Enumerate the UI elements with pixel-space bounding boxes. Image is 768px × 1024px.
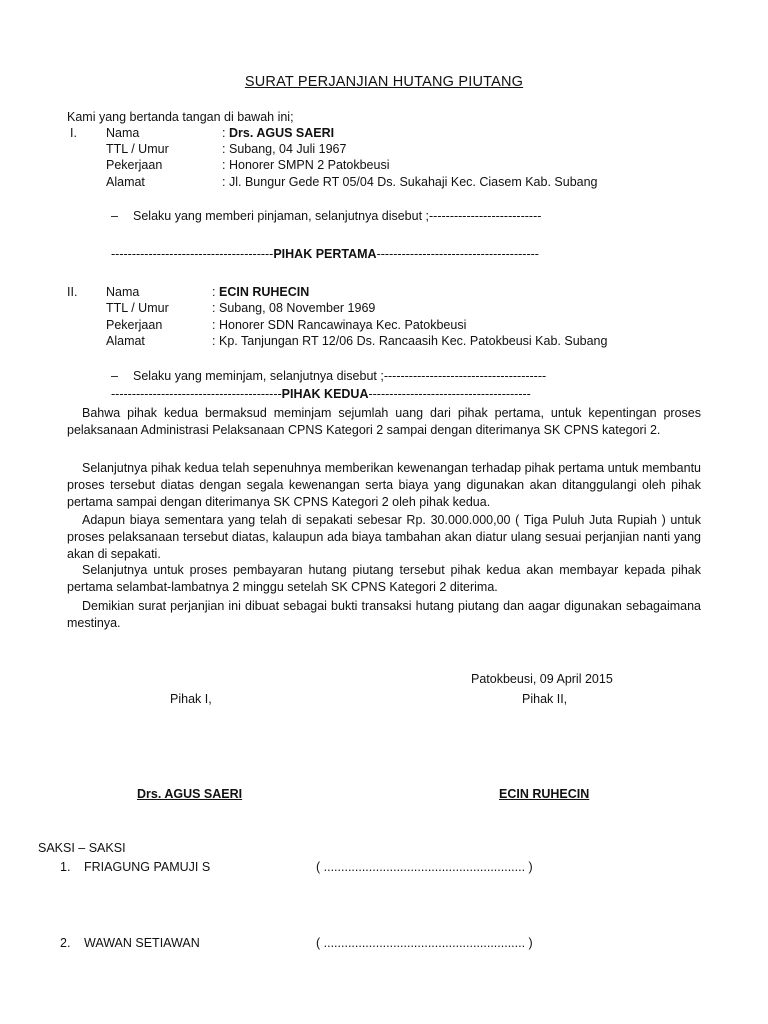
party2-role-text: Selaku yang meminjam, selanjutnya disebut ;---------------------------------------	[133, 369, 547, 383]
party1-ttl-label: TTL / Umur	[106, 142, 169, 156]
paragraph-1	[67, 405, 701, 439]
party1-ttl-value: Subang, 04 Juli 1967	[229, 142, 347, 156]
party1-bullet-dash: –	[111, 209, 118, 223]
party1-name-colon: :	[222, 126, 226, 140]
paragraph-1-text: Bahwa pihak kedua bermaksud meminjam sejumlah uang dari pihak pertama, untuk kepentingan proses pelaksanaan Administrasi Pelaksanaan CPNS Kategori 2 sampai dengan diterimanya SK CPNS kategori 2.	[67, 406, 701, 437]
party1-address-label: Alamat	[106, 175, 145, 189]
party2-address-value: Kp. Tanjungan RT 12/06 Ds. Rancaasih Kec. Patokbeusi Kab. Subang	[219, 334, 608, 348]
paragraph-5-text: Demikian surat perjanjian ini dibuat sebagai bukti transaksi hutang piutang dan aagar digunakan sebagaimana mestinya.	[67, 599, 701, 630]
party2-ttl-value: Subang, 08 November 1969	[219, 301, 376, 315]
party2-job-value: Honorer SDN Rancawinaya Kec. Patokbeusi	[219, 318, 467, 332]
party2-designation-dashes-left: -----------------------------------------	[111, 387, 282, 401]
party1-job-label: Pekerjaan	[106, 158, 163, 172]
signer-right-name: ECIN RUHECIN	[499, 787, 590, 801]
party2-name-value: ECIN RUHECIN	[219, 285, 310, 299]
party2-ttl-colon: :	[212, 301, 216, 315]
party1-role-text: Selaku yang memberi pinjaman, selanjutnya disebut ;---------------------------	[133, 209, 542, 223]
party1-name-value: Drs. AGUS SAERI	[229, 126, 335, 140]
party1-address-colon: :	[222, 175, 226, 189]
witness-2-signature-line: ( .......................................................... )	[316, 936, 533, 950]
party2-designation: PIHAK KEDUA	[281, 387, 369, 401]
document-title: SURAT PERJANJIAN HUTANG PIUTANG	[244, 74, 524, 90]
party1-ttl-colon: :	[222, 142, 226, 156]
paragraph-4-text: Selanjutnya untuk proses pembayaran hutang piutang tersebut pihak kedua akan membayar kepada pihak pertama selambat-lambatnya 2 minggu setelah SK CPNS Kategori 2 diterima.	[67, 563, 701, 594]
party2-address-colon: :	[212, 334, 216, 348]
paragraph-3-text: Adapun biaya sementara yang telah di sepakati sebesar Rp. 30.000.000,00 ( Tiga Puluh Juta Rupiah ) untuk proses pelaksanaan tersebut diatas, kalaupun ada biaya tambahan akan diatur ulang sesuai perjanjian nanti yang akan di sepakati.	[67, 513, 701, 561]
party2-name-colon: :	[212, 285, 216, 299]
party1-designation-dashes-left: ---------------------------------------	[111, 247, 274, 261]
party2-name-label: Nama	[106, 285, 140, 299]
party2-designation-line	[111, 386, 531, 402]
party2-designation-dashes-right: ---------------------------------------	[368, 387, 531, 401]
party1-designation-dashes-right: ---------------------------------------	[376, 247, 539, 261]
witness-1-name: FRIAGUNG PAMUJI S	[84, 860, 211, 874]
witnesses-heading: SAKSI – SAKSI	[38, 841, 126, 855]
paragraph-2-text: Selanjutnya pihak kedua telah sepenuhnya memberikan kewenangan terhadap pihak pertama untuk membantu proses tersebut diatas dengan segala kewenangan serta biaya yang digunakan akan ditanggulangi oleh pihak pertama sampai dengan diterimanya SK CPNS Kategori 2 oleh pihak kedua.	[67, 461, 701, 509]
signer-left-label: Pihak I,	[170, 692, 212, 706]
party1-designation-line	[111, 246, 539, 262]
party2-job-colon: :	[212, 318, 216, 332]
witness-2-number: 2.	[60, 936, 71, 950]
place-date: Patokbeusi, 09 April 2015	[471, 672, 613, 686]
signer-right-label: Pihak II,	[522, 692, 568, 706]
paragraph-5	[67, 598, 701, 632]
party1-number: I.	[70, 126, 77, 140]
party2-bullet-dash: –	[111, 369, 118, 383]
paragraph-3	[67, 512, 701, 563]
party2-number: II.	[67, 285, 78, 299]
party1-name-label: Nama	[106, 126, 140, 140]
party2-ttl-label: TTL / Umur	[106, 301, 169, 315]
party1-address-value: Jl. Bungur Gede RT 05/04 Ds. Sukahaji Kec. Ciasem Kab. Subang	[229, 175, 598, 189]
witness-2-name: WAWAN SETIAWAN	[84, 936, 200, 950]
witness-1-number: 1.	[60, 860, 71, 874]
party2-job-label: Pekerjaan	[106, 318, 163, 332]
paragraph-4	[67, 562, 701, 596]
party1-job-value: Honorer SMPN 2 Patokbeusi	[229, 158, 390, 172]
intro-text: Kami yang bertanda tangan di bawah ini;	[67, 110, 294, 124]
paragraph-2	[67, 460, 701, 511]
witness-1-signature-line: ( .......................................................... )	[316, 860, 533, 874]
party1-designation: PIHAK PERTAMA	[273, 247, 377, 261]
party1-job-colon: :	[222, 158, 226, 172]
party2-address-label: Alamat	[106, 334, 145, 348]
signer-left-name: Drs. AGUS SAERI	[137, 787, 243, 801]
